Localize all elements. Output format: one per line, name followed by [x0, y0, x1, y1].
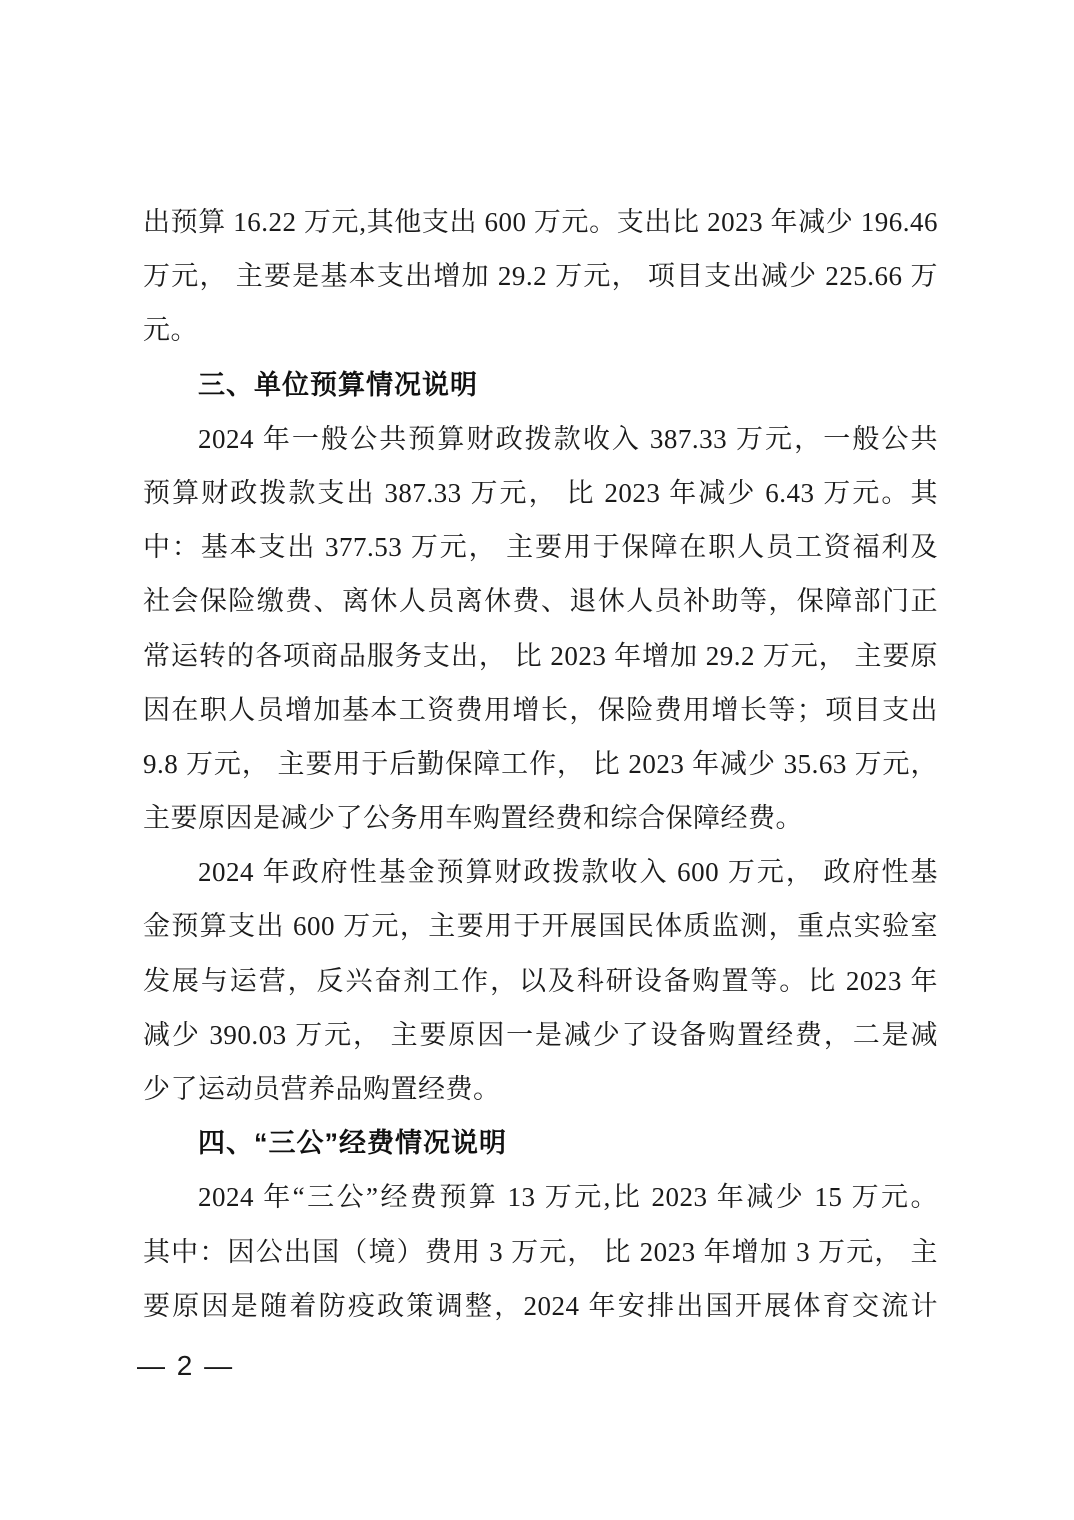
section-heading	[143, 1116, 938, 1170]
heading-line: 四、“三公”经费情况说明	[198, 1128, 507, 1159]
document-line: 要原因是随着防疫政策调整，2024 年安排出国开展体育交流计	[143, 1290, 938, 1321]
document-line: 出预算 16.22 万元,其他支出 600 万元。支出比 2023 年减少 196.46	[143, 207, 938, 237]
document-line: 其中：因公出国（境）费用 3 万元， 比 2023 年增加 3 万元， 主	[143, 1236, 938, 1267]
paragraph	[143, 1170, 938, 1333]
document-line: 元。	[143, 315, 198, 346]
document-line: 主要原因是减少了公务用车购置经费和综合保障经费。	[143, 803, 803, 834]
document-line: 2024 年政府性基金预算财政拨款收入 600 万元， 政府性基	[198, 857, 938, 888]
paragraph	[143, 845, 938, 1116]
document-line: 中：基本支出 377.53 万元， 主要用于保障在职人员工资福利及	[143, 532, 938, 563]
document-line: 万元， 主要是基本支出增加 29.2 万元， 项目支出减少 225.66 万	[143, 261, 938, 292]
document-line: 减少 390.03 万元， 主要原因一是减少了设备购置经费，二是减	[143, 1019, 938, 1050]
document-line: 金预算支出 600 万元，主要用于开展国民体质监测，重点实验室	[143, 911, 938, 942]
document-line: 少了运动员营养品购置经费。	[143, 1074, 501, 1104]
document-line: 社会保险缴费、离休人员离休费、退休人员补助等，保障部门正	[143, 586, 938, 617]
page-number: — 2 —	[137, 1350, 235, 1381]
document-line: 2024 年一般公共预算财政拨款收入 387.33 万元，一般公共	[198, 423, 938, 454]
paragraph	[143, 195, 938, 358]
document-line: 9.8 万元， 主要用于后勤保障工作， 比 2023 年减少 35.63 万元，	[143, 748, 938, 779]
section-heading	[143, 358, 938, 412]
paragraph	[143, 412, 938, 846]
document-line: 因在职人员增加基本工资费用增长，保险费用增长等；项目支出	[143, 694, 938, 725]
document-line: 2024 年“三公”经费预算 13 万元,比 2023 年减少 15 万元。	[198, 1182, 938, 1213]
document-line: 发展与运营，反兴奋剂工作，以及科研设备购置等。比 2023 年	[143, 965, 938, 996]
heading-line: 三、单位预算情况说明	[198, 369, 478, 400]
document-line: 常运转的各项商品服务支出， 比 2023 年增加 29.2 万元， 主要原	[143, 640, 938, 671]
document-body	[143, 195, 938, 1333]
document-line: 预算财政拨款支出 387.33 万元， 比 2023 年减少 6.43 万元。其	[143, 477, 938, 508]
